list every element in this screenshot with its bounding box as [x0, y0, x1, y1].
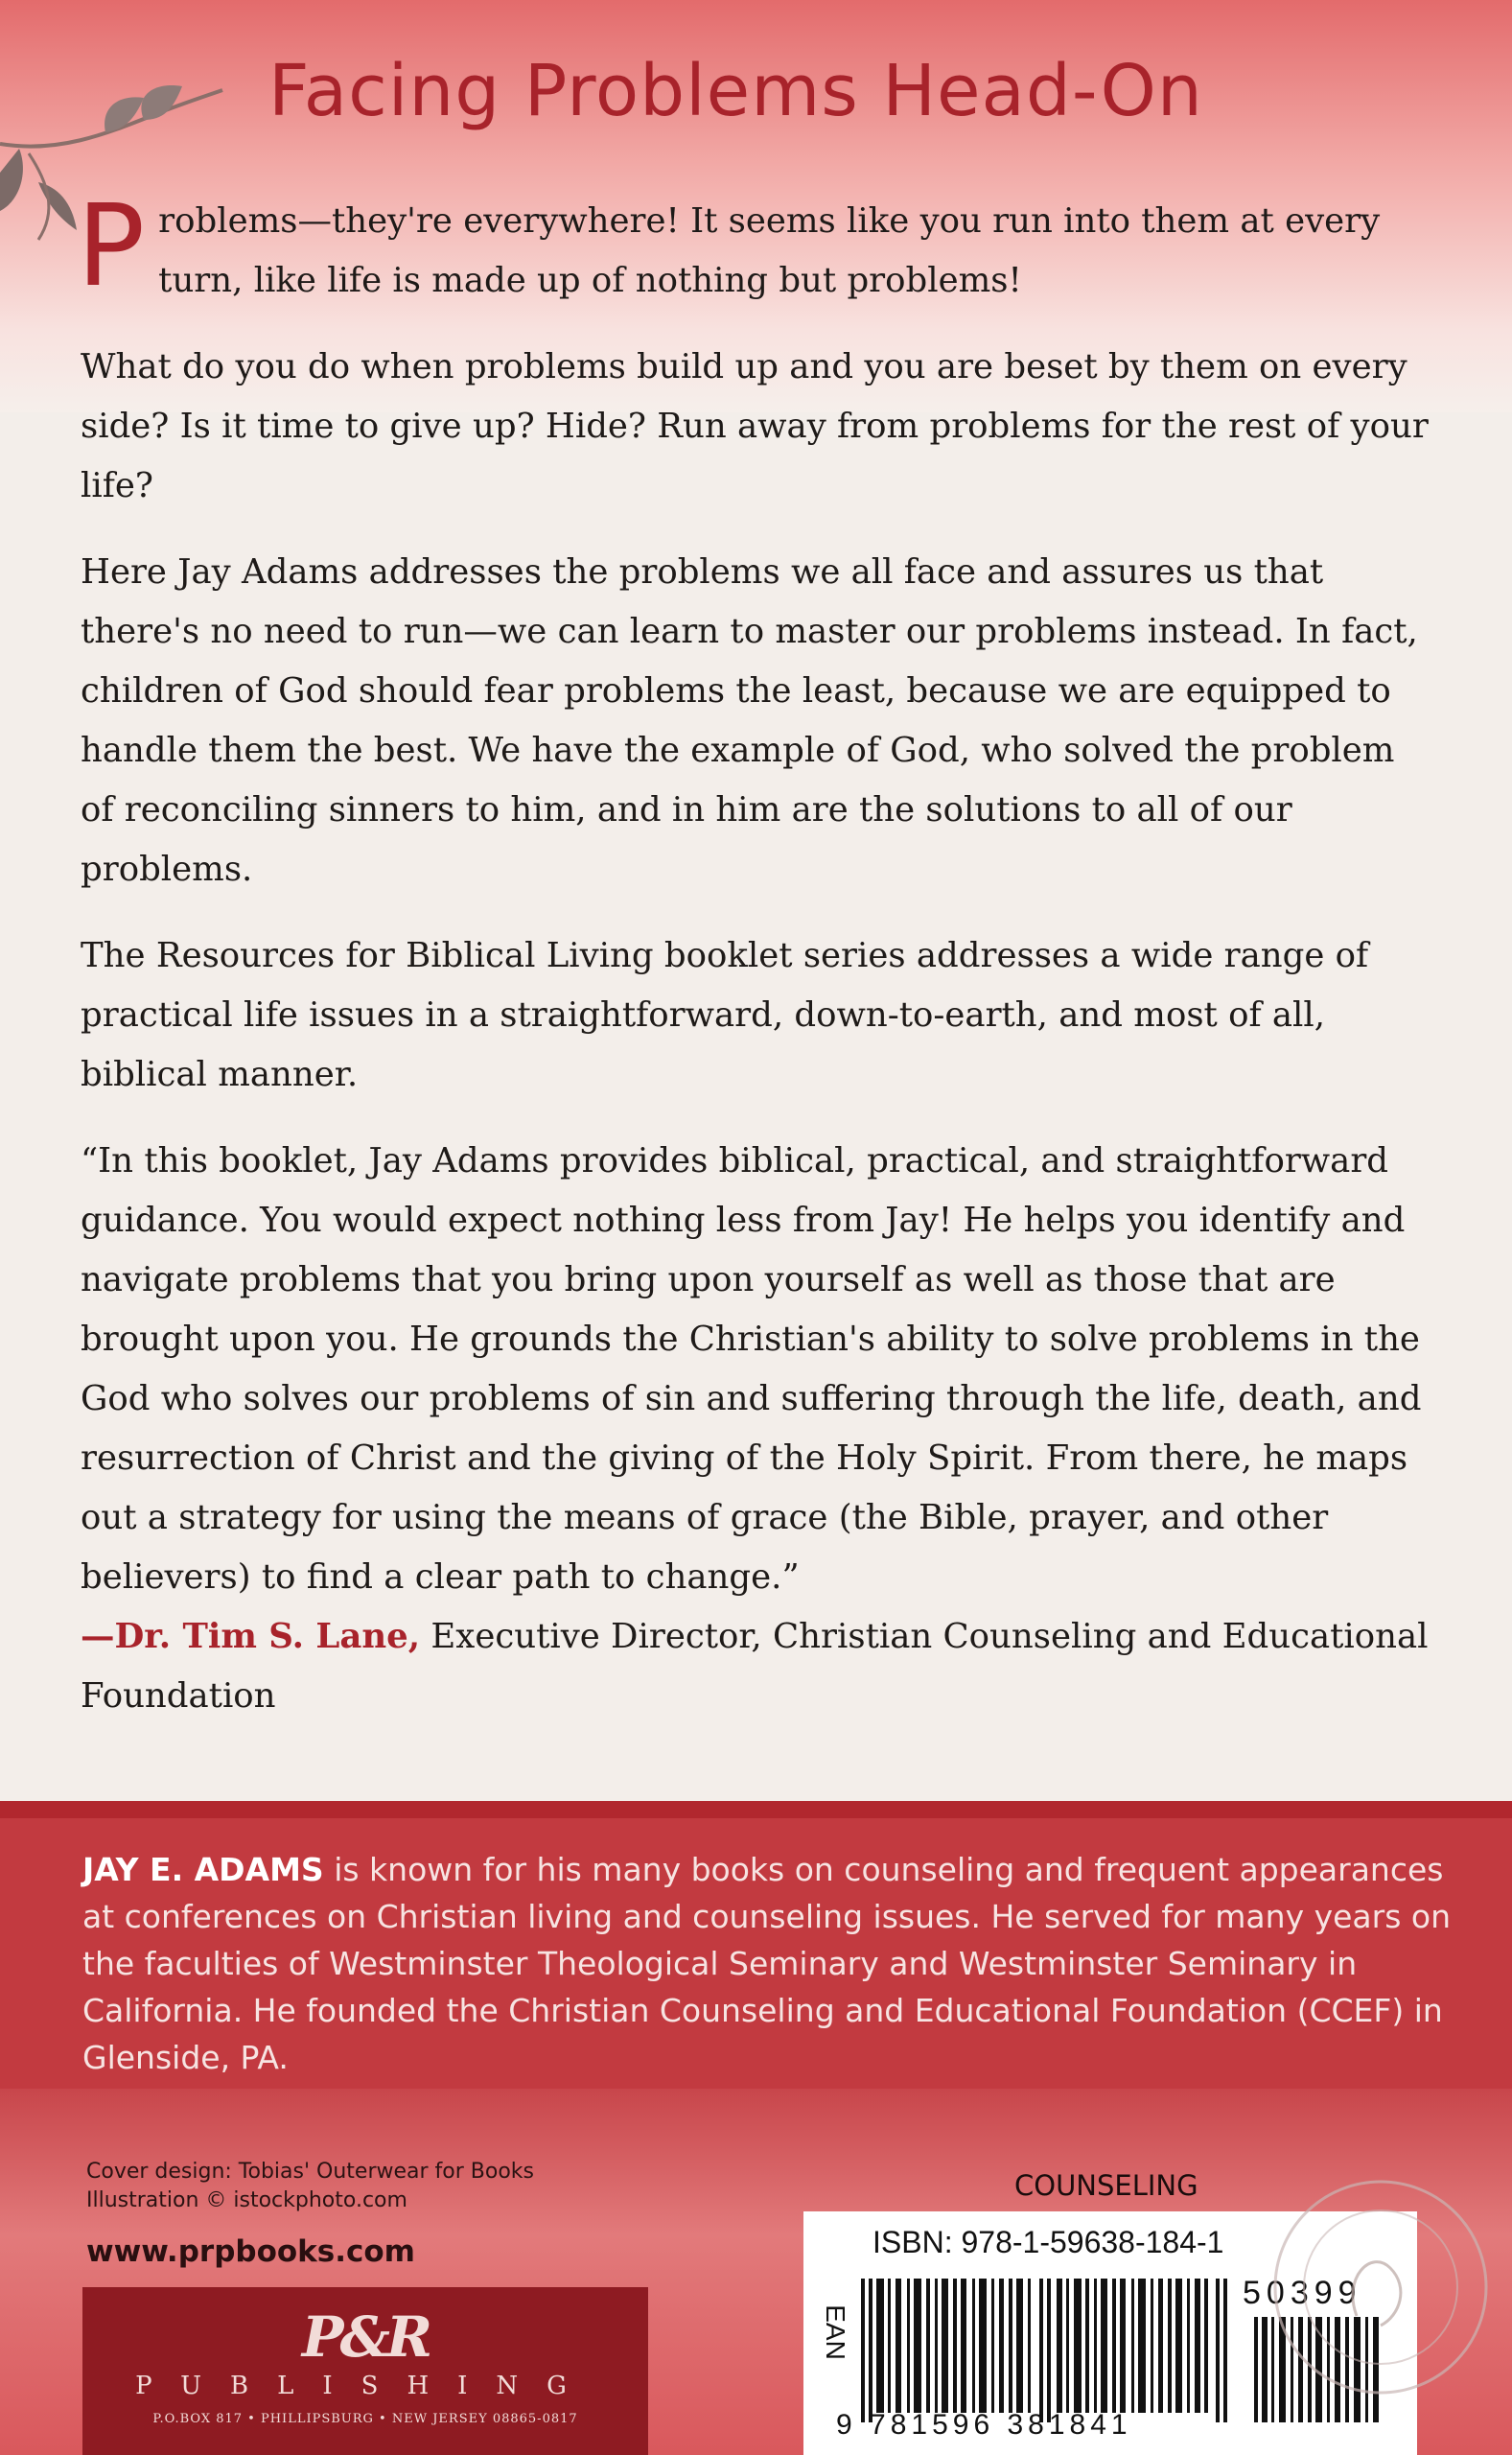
summary-paragraph: Here Jay Adams addresses the problems we all face and assures us that there's no need to run—we can learn to master our problems instead. In fact, children of God should fear problems the least, because we are equipped to handle them the best. We have the example of God, who solved the problem of reconciling sinners to him, and in him are the solutions to all of our problems. [81, 552, 1418, 889]
illustration-credit: Illustration © istockphoto.com [86, 2188, 407, 2212]
endorsement-quote: “In this booklet, Jay Adams provides biblical, practical, and straightforward guidance. You would expect nothing less from Jay! He helps you identify and navigate problems that you bring upon yourself as well as those that are brought upon you. He grounds the Christian's ability to solve problems in the God who solves our problems of sin and suffering through the life, death, and resurrection of Christ and the giving of the Holy Spirit. From there, he maps out a strategy for using the means of grace (the Bible, prayer, and other believers) to find a clear path to change.” [81, 1141, 1422, 1597]
publisher-address: P.O.BOX 817 • PHILLIPSBURG • NEW JERSEY 08865-0817 [152, 2412, 578, 2426]
endorser-name: —Dr. Tim S. Lane, [81, 1617, 421, 1656]
publisher-website: www.prpbooks.com [86, 2234, 415, 2269]
publisher-logo [82, 2287, 648, 2455]
barcode-digits: 9 781596 381841 [836, 2409, 1132, 2441]
isbn-number: ISBN: 978-1-59638-184-1 [872, 2225, 1224, 2259]
book-title: Facing Problems Head-On [268, 50, 1203, 132]
question-paragraph: What do you do when problems build up and you are beset by them on every side? Is it time to give up? Hide? Run away from problems for the rest of your life? [81, 347, 1429, 505]
barcode-icon [861, 2279, 1244, 2422]
author-bio-text: is known for his many books on counseling and frequent appearances at conferences on Christian living and counseling issues. He served for many years on the faculties of Westminster Theological Seminary and Westminster Seminary in California. He founded the Christian Counseling and Educational Foundation (CCEF) in Glenside, PA. [82, 1851, 1451, 2076]
intro-paragraph [77, 179, 1432, 312]
band-stripe [0, 1801, 1512, 1818]
drop-cap: P [77, 179, 146, 312]
cover-credits [86, 2158, 534, 2215]
ean-label: EAN [820, 2304, 850, 2360]
publisher-mark: P&R [301, 2304, 430, 2370]
endorser-affiliation: Executive Director, Christian Counseling and Educational Foundation [81, 1617, 1429, 1716]
cover-design-credit: Cover design: Tobias' Outerwear for Books [86, 2160, 534, 2184]
store-stamp-watermark [1266, 2172, 1496, 2402]
intro-paragraph-text: roblems—they're everywhere! It seems like you run into them at every turn, like life is made up of nothing but problems! [158, 201, 1381, 300]
description-text [77, 179, 1432, 1726]
author-bio [82, 1846, 1454, 2081]
author-name: JAY E. ADAMS [82, 1851, 324, 1888]
series-paragraph: The Resources for Biblical Living booklet series addresses a wide range of practical life issues in a straightforward, down-to-earth, and most of all, biblical manner. [81, 936, 1369, 1094]
publisher-name: PUBLISHING [135, 2372, 595, 2400]
endorsement-paragraph [81, 1132, 1432, 1726]
price-code: 50399 [1243, 2275, 1362, 2311]
category-label: COUNSELING [1014, 2169, 1198, 2202]
